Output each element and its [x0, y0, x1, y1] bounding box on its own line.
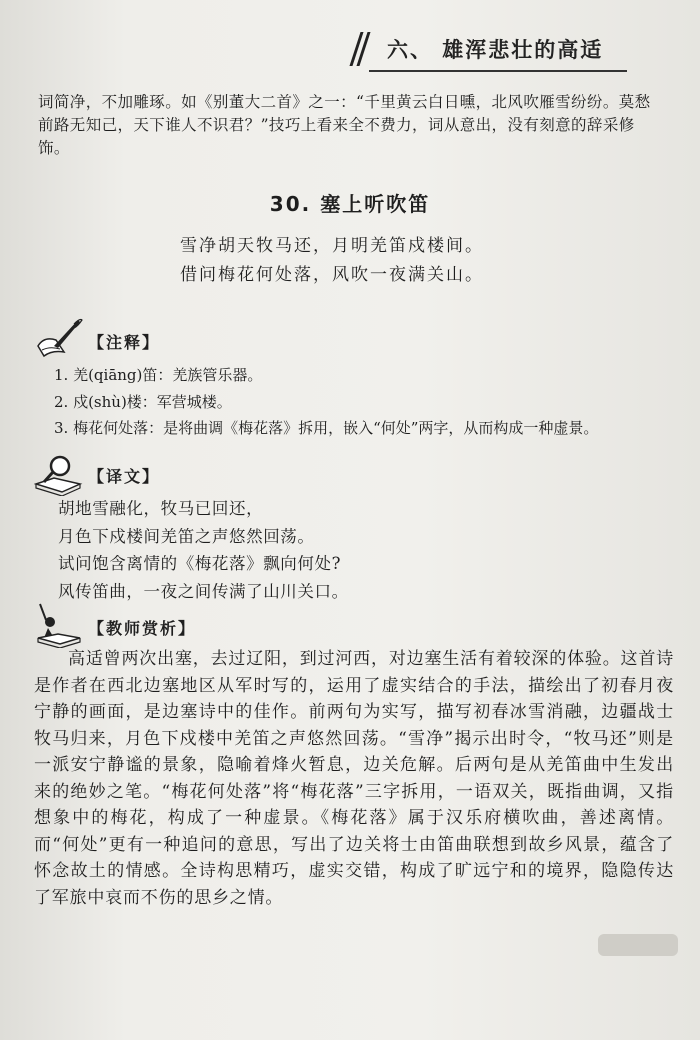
translation-line: 风传笛曲，一夜之间传满了山川关口。 [58, 581, 349, 601]
translation-body [58, 495, 658, 605]
page-edge-tab [598, 934, 678, 956]
intro-paragraph: 词简净，不加雕琢。如《别董大二首》之一：“千里黄云白日曛，北风吹雁雪纷纷。莫愁前路无知己，天下谁人不识君？”技巧上看来全不费力，词从意出，没有刻意的辞采修饰。 [38, 93, 651, 157]
chapter-header [355, 28, 655, 72]
poem-line: 雪净胡天牧马还，月明羌笛戍楼间。 [180, 236, 484, 256]
poem-line: 借问梅花何处落，风吹一夜满关山。 [180, 265, 484, 285]
poem-body [180, 232, 600, 290]
notes-list [54, 362, 674, 442]
note-item: 2. 戍(shù)楼：军营城楼。 [54, 392, 232, 411]
reader-book-icon [34, 602, 84, 648]
translation-line: 试问饱含离情的《梅花落》飘向何处? [58, 554, 342, 573]
header-rule [369, 70, 627, 72]
poem-title: 30. 塞上听吹笛 [269, 192, 431, 216]
note-item: 3. 梅花何处落：是将曲调《梅花落》拆用，嵌入“何处”两字，从而构成一种虚景。 [54, 419, 599, 437]
chapter-title: 六、 雄浑悲壮的高适 [387, 38, 604, 62]
translation-line: 月色下戍楼间羌笛之声悠然回荡。 [58, 526, 315, 546]
magnifier-book-icon [34, 450, 84, 496]
analysis-paragraph: 高适曾两次出塞，去过辽阳，到过河西，对边塞生活有着较深的体验。这首诗是作者在西北边塞地区从军时写的，运用了虚实结合的手法，描绘出了初春月夜宁静的画面，是边塞诗中的佳作。前两句为实写，描写初春冰雪消融，边疆战士牧马归来，月色下戍楼中羌笛之声悠然回荡。“雪净”揭示出时令，“牧马还”则是一派安宁静谧的景象，隐喻着烽火暂息，边关危解。后两句是从羌笛曲中生发出来的绝妙之笔。“梅花何处落”将“梅花落”三字拆用，一语双关，既指曲调，又指想象中的梅花，构成了一种虚景。《梅花落》属于汉乐府横吹曲，善述离情。而“何处”更有一种追问的意思，写出了边关将士由笛曲联想到故乡风景，蕴含了怀念故土的情感。全诗构思精巧，虚实交错，构成了旷远宁和的境界，隐隐传达了军旅中哀而不伤的思乡之情。 [34, 649, 674, 908]
quill-paper-icon [34, 316, 84, 362]
analysis-heading: 【教师赏析】 [88, 619, 197, 638]
notes-heading: 【注释】 [88, 333, 161, 352]
translation-line: 胡地雪融化，牧马已回还， [58, 499, 264, 518]
translation-heading: 【译文】 [88, 467, 161, 486]
note-item: 1. 羌(qiāng)笛：羌族管乐器。 [54, 366, 263, 384]
